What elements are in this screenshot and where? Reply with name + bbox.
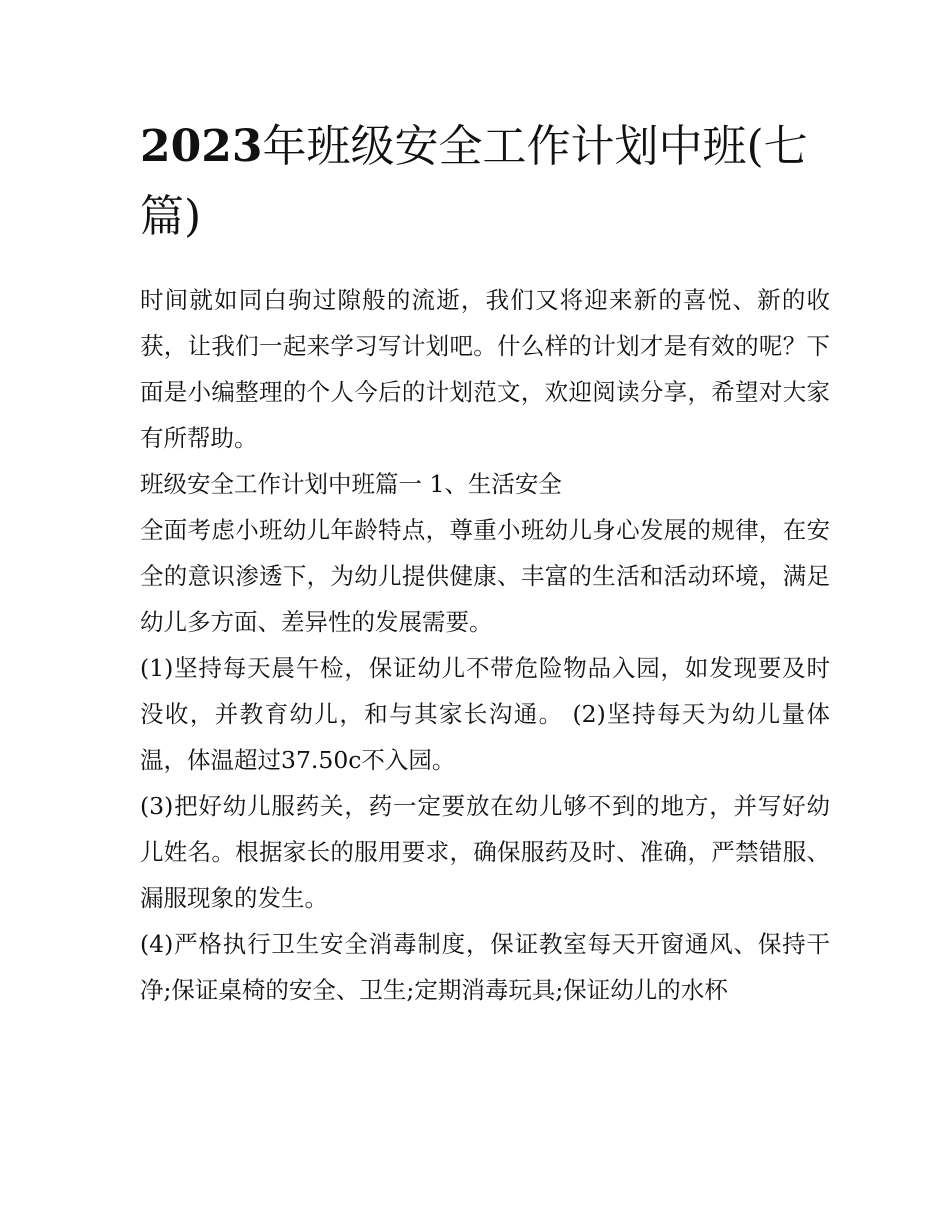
title-text: 年班级安全工作计划中班(七篇) xyxy=(140,121,808,242)
document-body xyxy=(140,277,830,1013)
body-paragraph: 全面考虑小班幼儿年龄特点，尊重小班幼儿身心发展的规律，在安全的意识渗透下，为幼儿提供健康、丰富的生活和活动环境，满足幼儿多方面、差异性的发展需要。 xyxy=(140,516,830,636)
page-title xyxy=(140,112,830,252)
body-paragraph: (4)严格执行卫生安全消毒制度，保证教室每天开窗通风、保持干净;保证桌椅的安全、卫生;定期消毒玩具;保证幼儿的水杯 xyxy=(140,930,830,1004)
body-paragraph: (3)把好幼儿服药关，药一定要放在幼儿够不到的地方，并写好幼儿姓名。根据家长的服用要求，确保服药及时、准确，严禁错服、漏服现象的发生。 xyxy=(140,792,830,912)
intro-paragraph: 时间就如同白驹过隙般的流逝，我们又将迎来新的喜悦、新的收获，让我们一起来学习写计划吧。什么样的计划才是有效的呢？下面是小编整理的个人今后的计划范文，欢迎阅读分享，希望对大家有所帮助。 xyxy=(140,286,830,452)
body-paragraph: (1)坚持每天晨午检，保证幼儿不带危险物品入园，如发现要及时没收，并教育幼儿，和与其家长沟通。 (2)坚持每天为幼儿量体温，体温超过37.50c不入园。 xyxy=(140,654,830,774)
title-number: 2023 xyxy=(140,121,263,172)
section-heading: 班级安全工作计划中班篇一 1、生活安全 xyxy=(140,470,562,498)
